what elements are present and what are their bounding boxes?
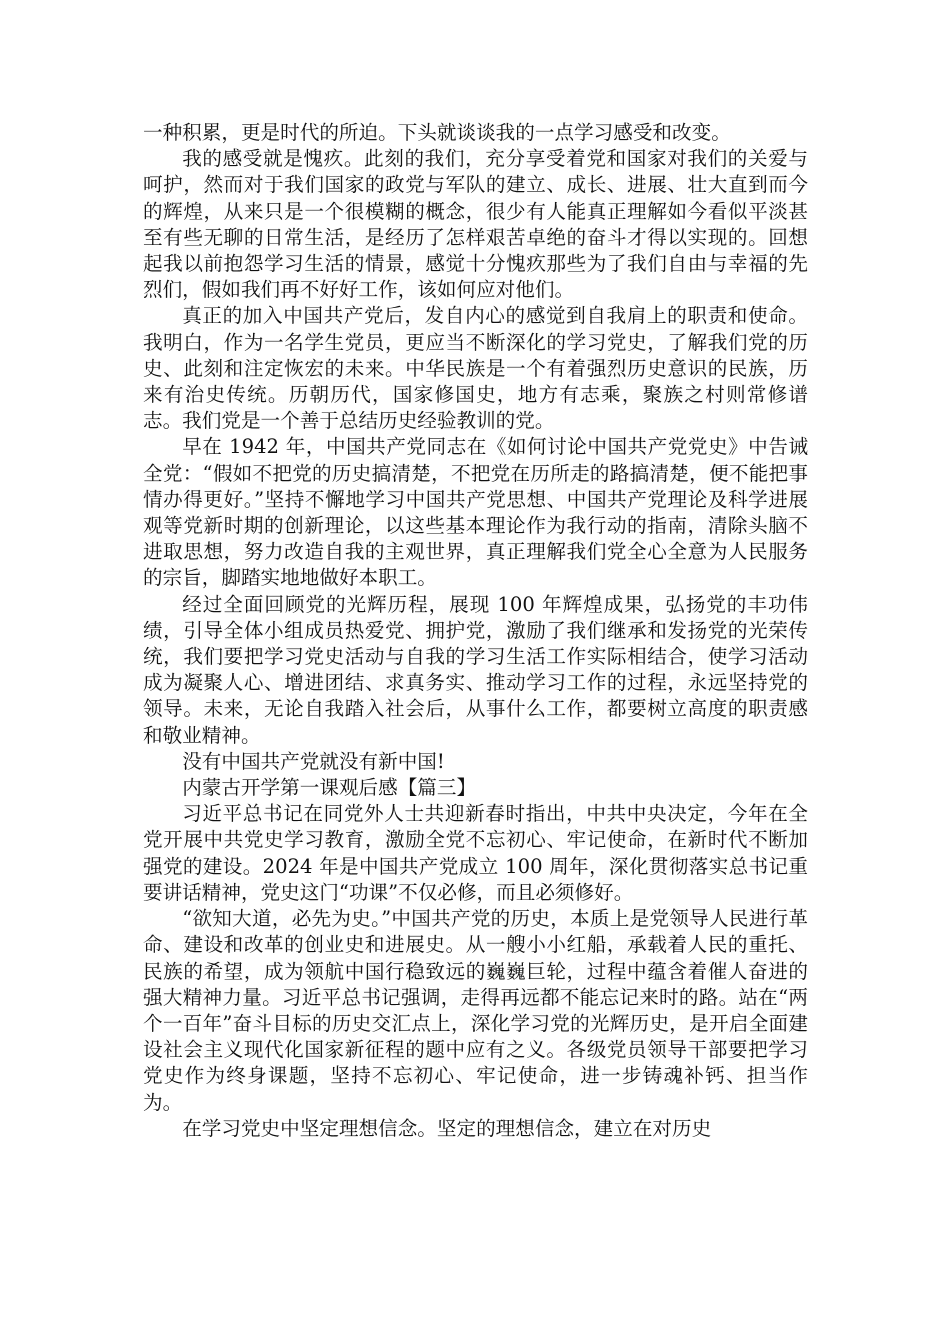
paragraph-6: 没有中国共产党就没有新中国!: [182, 749, 445, 773]
section-heading: 内蒙古开学第一课观后感【篇三】: [182, 776, 477, 800]
paragraph-1: 一种积累，更是时代的所迫。下头就谈谈我的一点学习感受和改变。: [143, 121, 731, 144]
paragraph-8: 习近平总书记在同党外人士共迎新春时指出，中共中央决定，今年在全党开展中共党史学习教育，激励全党不忘初心、牢记使命，在新时代不断加强党的建设。2024 年是中国共产党成立 100 周年，深化贯彻落实总书记重要讲话精神，党史这门“功课”不仅必修，而且必须修好。: [143, 802, 808, 904]
paragraph-5: 经过全面回顾党的光辉历程，展现 100 年辉煌成果，弘扬党的丰功伟绩，引导全体小组成员热爱党、拥护党，激励了我们继承和发扬党的光荣传统，我们要把学习党史活动与自我的学习生活工作实际相结合，使学习活动成为凝聚人心、增进团结、求真务实、推动学习工作的过程，永远坚持党的领导。未来，无论自我踏入社会后，从事什么工作，都要树立高度的职责感和敬业精神。: [143, 592, 808, 747]
paragraph-2: 我的感受就是愧疚。此刻的我们，充分享受着党和国家对我们的关爱与呵护，然而对于我们国家的政党与军队的建立、成长、进展、壮大直到而今的辉煌，从来只是一个很模糊的概念，很少有人能真正理解如今看似平淡甚至有些无聊的日常生活，是经历了怎样艰苦卓绝的奋斗才得以实现的。回想起我以前抱怨学习生活的情景，感觉十分愧疚那些为了我们自由与幸福的先烈们，假如我们再不好好工作，该如何应对他们。: [143, 147, 808, 302]
paragraph-3: 真正的加入中国共产党后，发自内心的感觉到自我肩上的职责和使命。我明白，作为一名学生党员，更应当不断深化的学习党史，了解我们党的历史、此刻和注定恢宏的未来。中华民族是一个有着强烈历史意识的民族，历来有治史传统。历朝历代，国家修国史，地方有志乘，聚族之村则常修谱志。我们党是一个善于总结历史经验教训的党。: [143, 304, 808, 433]
document-body: [143, 120, 808, 1142]
paragraph-4: 早在 1942 年，中国共产党同志在《如何讨论中国共产党党史》中告诫全党：“假如不把党的历史搞清楚，不把党在历所走的路搞清楚，便不能把事情办得更好。”坚持不懈地学习中国共产党思想、中国共产党理论及科学进展观等党新时期的创新理论，以这些基本理论作为我行动的指南，清除头脑不进取思想，努力改造自我的主观世界，真正理解我们党全心全意为人民服务的宗旨，脚踏实地地做好本职工。: [143, 435, 808, 590]
paragraph-10: 在学习党史中坚定理想信念。坚定的理想信念，建立在对历史: [182, 1116, 712, 1140]
paragraph-9: “欲知大道，必先为史。”中国共产党的历史，本质上是党领导人民进行革命、建设和改革的创业史和进展史。从一艘小小红船，承载着人民的重托、民族的希望，成为领航中国行稳致远的巍巍巨轮，过程中蕴含着催人奋进的强大精神力量。习近平总书记强调，走得再远都不能忘记来时的路。站在“两个一百年”奋斗目标的历史交汇点上，深化学习党的光辉历史，是开启全面建设社会主义现代化国家新征程的题中应有之义。各级党员领导干部要把学习党史作为终身课题，坚持不忘初心、牢记使命，进一步铸魂补钙、担当作为。: [143, 907, 808, 1114]
